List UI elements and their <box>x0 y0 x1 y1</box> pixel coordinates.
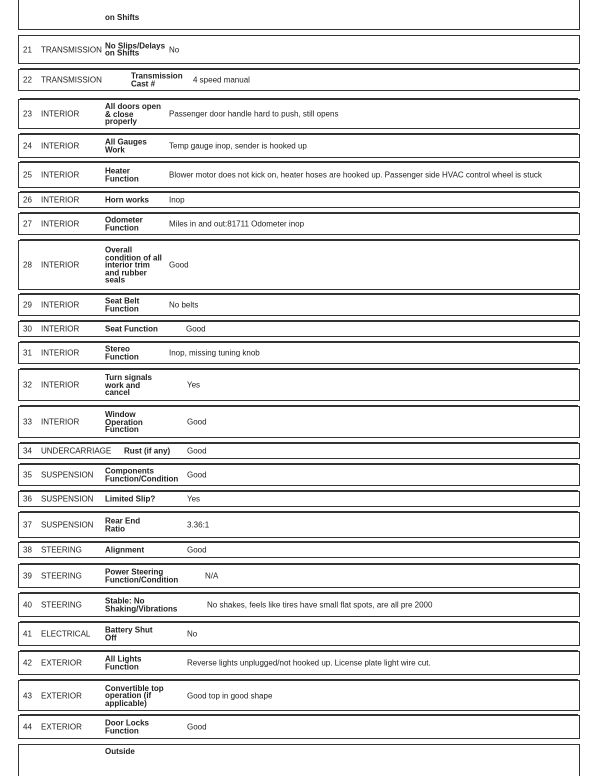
item-value: Inop, missing tuning knob <box>169 348 260 358</box>
item-value: Good <box>187 545 207 555</box>
table-row <box>18 240 580 290</box>
item-label: Odometer Function <box>105 215 143 232</box>
item-value: Blower motor does not kick on, heater hoses are hooked up. Passenger side HVAC control wheel is stuck <box>169 170 542 180</box>
table-row <box>18 192 580 208</box>
table-row <box>18 651 580 675</box>
item-value: Good <box>187 446 207 456</box>
item-label: Heater Function <box>105 166 139 183</box>
row-number: 23 <box>23 109 32 119</box>
row-number: 41 <box>23 629 32 639</box>
item-label: Door Locks Function <box>105 718 150 735</box>
item-value: Good <box>187 722 207 732</box>
item-value: Inop <box>169 195 185 205</box>
table-row <box>18 162 580 188</box>
continued-row-top <box>18 0 580 30</box>
table-row <box>18 35 580 64</box>
table-row <box>18 321 580 337</box>
row-category: STEERING <box>41 545 82 555</box>
item-label: Power Steering Function/Condition <box>105 567 179 584</box>
item-value: Good <box>186 324 206 334</box>
row-category: UNDERCARRIAGE <box>41 446 112 456</box>
item-value: No <box>187 629 198 639</box>
table-row <box>18 542 580 558</box>
row-number: 33 <box>23 417 32 427</box>
row-number: 28 <box>23 260 32 270</box>
row-number: 43 <box>23 691 32 700</box>
row-number: 21 <box>23 45 32 54</box>
continued-row-bottom <box>18 744 580 776</box>
item-value: Temp gauge inop, sender is hooked up <box>169 141 307 151</box>
item-label: Horn works <box>105 195 150 205</box>
item-value: Good <box>187 470 207 480</box>
row-category: INTERIOR <box>41 170 80 180</box>
item-label: Battery Shut Off <box>105 625 153 642</box>
item-value: Miles in and out:81711 Odometer inop <box>169 219 305 229</box>
item-label: Components Function/Condition <box>105 466 179 483</box>
table-row <box>18 715 580 739</box>
item-label: Turn signals work and cancel <box>105 372 152 397</box>
item-value: No <box>169 45 180 54</box>
table-row <box>18 99 580 129</box>
item-value: No shakes, feels like tires have small flat spots, are all pre 2000 <box>207 600 433 610</box>
row-category: INTERIOR <box>41 348 80 358</box>
row-category: EXTERIOR <box>41 658 82 668</box>
row-number: 38 <box>23 545 32 555</box>
item-value: Good <box>187 417 207 427</box>
table-row <box>18 680 580 711</box>
row-category: INTERIOR <box>41 260 80 270</box>
row-category: TRANSMISSION <box>41 75 102 85</box>
row-category: INTERIOR <box>41 141 80 151</box>
table-row <box>18 512 580 538</box>
item-value: Reverse lights unplugged/not hooked up. License plate light wire cut. <box>187 658 431 668</box>
row-category: STEERING <box>41 571 82 581</box>
row-number: 37 <box>23 520 32 530</box>
table-row <box>18 134 580 158</box>
row-number: 22 <box>23 75 32 85</box>
item-value: No belts <box>169 300 199 310</box>
row-category: INTERIOR <box>41 300 80 310</box>
row-number: 27 <box>23 219 32 229</box>
item-label: All Lights Function <box>105 654 142 671</box>
item-label: All doors open & close properly <box>105 101 161 126</box>
row-number: 40 <box>23 600 32 610</box>
item-label: Convertible top operation (if applicable) <box>105 683 164 708</box>
item-label: Seat Belt Function <box>105 296 140 313</box>
table-row <box>18 294 580 316</box>
item-label: on Shifts <box>105 13 140 22</box>
item-label: Transmission Cast # <box>131 71 183 88</box>
table-row <box>18 622 580 646</box>
item-label: Overall condition of all interior trim and rubber seals <box>105 245 162 285</box>
row-number: 34 <box>23 446 32 456</box>
item-value: Yes <box>187 380 201 390</box>
row-number: 29 <box>23 300 32 310</box>
item-label: Window Operation Function <box>105 409 143 434</box>
row-number: 32 <box>23 380 32 390</box>
table-row <box>18 443 580 459</box>
item-label: Seat Function <box>105 324 158 334</box>
item-label: Stereo Function <box>105 344 139 361</box>
item-label: Limited Slip? <box>105 494 156 504</box>
row-category: INTERIOR <box>41 109 80 119</box>
row-number: 42 <box>23 658 32 668</box>
row-category: EXTERIOR <box>41 691 82 700</box>
item-label: Alignment <box>105 545 145 555</box>
row-number: 39 <box>23 571 32 581</box>
item-value: Yes <box>187 494 201 504</box>
item-label: Stable: No Shaking/Vibrations <box>105 596 178 613</box>
item-label: Rear End Ratio <box>105 516 141 533</box>
item-value: Passenger door handle hard to push, still opens <box>169 109 339 119</box>
row-number: 24 <box>23 141 32 151</box>
row-category: EXTERIOR <box>41 722 82 732</box>
row-category: SUSPENSION <box>41 494 94 504</box>
row-category: INTERIOR <box>41 219 80 229</box>
table-row <box>18 491 580 507</box>
table-row <box>18 342 580 364</box>
table-row <box>18 406 580 438</box>
item-label: No Slips/Delays on Shifts <box>105 41 166 58</box>
table-row <box>18 69 580 91</box>
item-value: N/A <box>205 571 219 581</box>
row-number: 26 <box>23 195 32 205</box>
item-label: Outside <box>105 747 135 756</box>
row-category: INTERIOR <box>41 324 80 334</box>
row-category: SUSPENSION <box>41 470 94 480</box>
item-value: Good <box>169 260 189 270</box>
row-category: INTERIOR <box>41 195 80 205</box>
row-number: 31 <box>23 348 32 358</box>
row-category: SUSPENSION <box>41 520 94 530</box>
item-value: 4 speed manual <box>193 75 250 85</box>
row-number: 44 <box>23 722 32 732</box>
item-value: Good top in good shape <box>187 691 273 700</box>
table-row <box>18 213 580 235</box>
row-number: 30 <box>23 324 32 334</box>
item-label: All Gauges Work <box>105 137 147 154</box>
row-category: INTERIOR <box>41 417 80 427</box>
table-row <box>18 593 580 617</box>
row-number: 25 <box>23 170 32 180</box>
row-category: ELECTRICAL <box>41 629 91 639</box>
item-value: 3.36:1 <box>187 520 210 530</box>
row-number: 35 <box>23 470 32 480</box>
row-category: INTERIOR <box>41 380 80 390</box>
row-number: 36 <box>23 494 32 504</box>
row-category: TRANSMISSION <box>41 45 102 54</box>
table-row <box>18 464 580 486</box>
item-label: Rust (if any) <box>124 446 171 456</box>
row-category: STEERING <box>41 600 82 610</box>
table-row <box>18 369 580 401</box>
table-row <box>18 564 580 588</box>
